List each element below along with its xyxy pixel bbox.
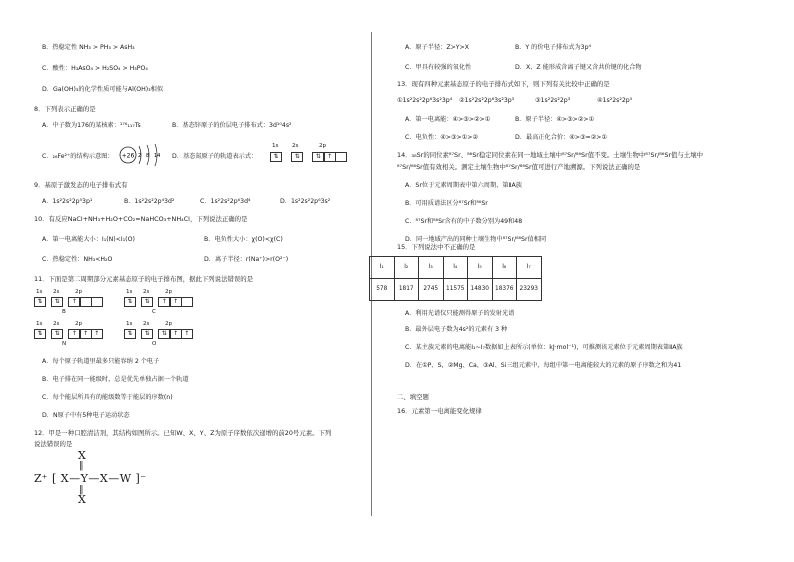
q12-stem: 12．甲是一种口腔清洁剂，其结构如图所示。已知W、X、Y、Z为原子序数依次递增的前20号元素。下列 (34, 429, 332, 437)
q12-stem-cont: 说法错误的是 (34, 440, 73, 448)
q10-stem: 10．有反应NaCl+NH₃+H₂O+CO₂=NaHCO₃+NH₄Cl，下列说法正确的是 (34, 215, 248, 223)
orb-2s-label: 2s (143, 321, 150, 327)
q12-option-d: D．X、Z 能形成含离子键又含共价键的化合物 (515, 64, 642, 71)
fe-shell-2: 8 (146, 153, 150, 159)
q15-option-c: C．某主族元素的电离能I₁~I₇数据如上表所示(单位：kJ·mol⁻¹)，可推测该元素位于元素周期表第ⅡA族 (405, 344, 683, 351)
orbital-box: ⇅ (34, 329, 46, 339)
n-orbital-boxes-2 (34, 329, 102, 339)
q7-option-c: C．酸性：H₃AsO₄ > H₂SO₄ > H₃PO₄ (42, 65, 148, 72)
q9-option-b: B．1s²2s²2p⁴3d² (124, 198, 175, 205)
orbital-box: ↑ (170, 329, 182, 339)
fe-ion-structure-diagram (118, 142, 168, 168)
orbital-box: ↑ (324, 152, 336, 162)
q14-stem-cont: ⁸⁷Sr/⁸⁶Sr值有效相关。测定土壤生物中⁸⁷Sr/⁸⁶Sr值可进行产地溯源。下列说法正确的是 (397, 163, 641, 171)
q7-option-d: D．Ga(OH)₃的化学性质可能与Al(OH)₃相似 (42, 86, 164, 93)
orbital-label-c: C (152, 309, 156, 315)
fe-shell-3: 14 (154, 153, 161, 159)
q9-option-a: A．1s²2s²2p⁵3p¹ (42, 198, 93, 205)
q13-option-a: A．第一电离能：④>③>②>① (405, 116, 491, 123)
q14-option-c: C．⁸⁷Sr和⁸⁶Sr含有的中子数分别为49和48 (405, 218, 523, 225)
orb-1s-label: 1s (126, 289, 133, 295)
section-fill-in-heading: 二、填空题 (397, 393, 429, 401)
orbital-box: ⇅ (312, 152, 324, 162)
table-header-cell: I₄ (443, 257, 468, 279)
table-header-cell: I₇ (517, 257, 542, 279)
orb-1s-label: 1s (36, 321, 43, 327)
q15-stem: 15．下列说法中不正确的是 (397, 243, 476, 251)
orbital-box: ⇅ (124, 297, 136, 307)
q15-option-a: A．利用光谱仪只能测得原子的发射光谱 (405, 310, 515, 317)
table-cell: 2745 (419, 279, 444, 301)
q8-option-c: C．₂₆Fe²⁺的结构示意图： (42, 153, 114, 160)
orb-2p-label: 2p (75, 321, 83, 327)
orb-2s-label: 2s (53, 321, 60, 327)
orbital-box: ↑ (80, 329, 92, 339)
orbital-box: ↑ (68, 329, 80, 339)
orb-2s-label: 2s (53, 289, 60, 295)
orbital-box: ⇅ (141, 297, 153, 307)
n-orbital-boxes (270, 152, 346, 162)
orbital-label-n: N (62, 341, 67, 347)
orbital-box: ↑ (68, 297, 80, 307)
q11-option-b: B．电子排在同一能级时，总是优先单独占据一个轨道 (42, 376, 189, 383)
q9-stem: 9．基原子激发态的电子排布式有 (34, 181, 128, 189)
table-cell: 23293 (517, 279, 542, 301)
n-orb-2p-label: 2p (319, 143, 327, 149)
orbital-box (335, 152, 347, 162)
orbital-box (91, 297, 103, 307)
orbital-box: ⇅ (291, 152, 303, 162)
orbital-box: ↑ (158, 297, 170, 307)
orbital-box: ⇅ (124, 329, 136, 339)
table-cell: 11575 (443, 279, 468, 301)
orbital-box (80, 297, 92, 307)
q14-option-b: B．可用质谱法区分⁸⁷Sr和⁸⁶Sr (405, 200, 488, 207)
q13-config-1: ①1s²2s²2p⁶3s²3p⁴ (397, 97, 453, 104)
q11-option-a: A．每个原子轨道里最多只能容纳 2 个电子 (42, 358, 160, 365)
b-orbital-boxes (34, 297, 102, 307)
n-orb-2s-label: 2s (292, 143, 299, 149)
q10-option-a: A．第一电离能大小：I₁(N)<I₁(O) (42, 236, 135, 243)
q11-stem: 11．下面是第二周期部分元素基态原子的电子排布图，据此下列说法错误的是 (34, 275, 254, 283)
table-header-cell: I₁ (370, 257, 395, 279)
q11-option-d: D．N原子中有5种电子运动状态 (42, 412, 130, 419)
q14-option-a: A．Sr位于元素周期表中第六周期、第ⅡA族 (405, 182, 522, 189)
q12-option-a: A．原子半径：Z>Y>X (405, 44, 469, 51)
q13-stem: 13．现有四种元素基态原子的电子排布式如下，则下列有关比较中正确的是 (397, 80, 610, 88)
q13-option-b: B．原子半径：④>③>②>① (515, 116, 595, 123)
orbital-box: ⇅ (51, 297, 63, 307)
table-cell: 14830 (468, 279, 493, 301)
orb-2p-label: 2p (165, 321, 173, 327)
q13-config-2: ②1s²2s²2p⁶3s²3p³ (459, 97, 515, 104)
orbital-box: ↑ (91, 329, 103, 339)
orb-2p-label: 2p (75, 289, 83, 295)
table-cell: 578 (370, 279, 395, 301)
structure-double-bond-bottom: ‖ (79, 485, 84, 495)
orbital-box: ⇅ (51, 329, 63, 339)
orbital-box: ⇅ (34, 297, 46, 307)
q13-option-d: D．最高正化合价：④>③=②>① (515, 134, 608, 141)
q8-option-d: D．基态氮原子的轨道表示式： (172, 153, 258, 160)
table-header-cell: I₅ (468, 257, 493, 279)
structure-x-bottom: X (78, 493, 86, 506)
orb-1s-label: 1s (36, 289, 43, 295)
q10-option-b: B．电负性大小：χ(O)<χ(C) (204, 236, 283, 243)
table-header-cell: I₃ (419, 257, 444, 279)
orbital-label-b: B (62, 309, 66, 315)
q16-stem: 16．元素第一电离能变化规律 (397, 407, 482, 415)
q11-option-c: C．每个能层所具有的能级数等于能层的序数(n) (42, 394, 173, 401)
q9-option-c: C．1s²2s²2p⁶3d⁴ (200, 198, 251, 205)
orb-1s-label: 1s (126, 321, 133, 327)
table-cell: 1817 (394, 279, 419, 301)
q10-option-d: D．离子半径：r(Na⁺)>r(O²⁻) (204, 256, 289, 263)
q14-stem: 14．₃₈Sr的同位素⁸⁷Sr、⁸⁶Sr稳定同位素在同一地域土壤中⁸⁷Sr/⁸⁶Sr值不变。土壤生物中⁸⁷Sr/⁸⁶Sr值与土壤中 (397, 151, 703, 159)
q15-option-b: B．最外层电子数为4s²的元素有 3 种 (405, 326, 508, 333)
orbital-box: ⇅ (270, 152, 282, 162)
structure-cation: Z⁺ (34, 472, 48, 485)
orbital-box: ⇅ (141, 329, 153, 339)
fe-shell-1: 2 (138, 153, 142, 159)
table-header-cell: I₆ (492, 257, 517, 279)
table-header-cell: I₂ (394, 257, 419, 279)
q8-stem: 8．下列表示正确的是 (34, 105, 96, 113)
q14-option-d: D．同一地域产出的同种土壤生物中⁸⁷Sr/⁸⁶Sr值相同 (405, 236, 547, 243)
table-cell: 18376 (492, 279, 517, 301)
q13-config-4: ④1s²2s²2p⁵ (597, 97, 633, 104)
q13-config-3: ③1s²2s²2p³ (535, 97, 571, 104)
orbital-box: ↑ (181, 329, 193, 339)
o-orbital-boxes (124, 329, 192, 339)
q12-option-c: C．甲具有较强的氧化性 (405, 64, 472, 71)
q8-option-b: B．基态锌原子的价层电子排布式：3d¹⁰4s² (172, 122, 292, 129)
q12-option-b: B．Y 的价电子排布式为3p⁴ (515, 44, 592, 51)
c-orbital-boxes (124, 297, 192, 307)
q13-option-c: C．电负性：④>③>①>② (405, 134, 478, 141)
structure-anion: [ X—Y—X—W ]⁻ (52, 472, 147, 485)
orbital-box (181, 297, 193, 307)
ionization-energy-table (369, 256, 542, 301)
q15-option-d: D．在①P、S，②Mg、Ca，③Al、Si三组元素中，每组中第一电离能较大的元素的原子序数之和为41 (405, 362, 682, 369)
q9-option-d: D．1s²2s²2p⁶3s² (280, 198, 331, 205)
orbital-box: ↑ (170, 297, 182, 307)
fe-core-label: +26 (121, 152, 135, 160)
orbital-label-o: O (152, 341, 157, 347)
orbital-box: ⇅ (158, 329, 170, 339)
q10-option-c: C．热稳定性：NH₃<H₂O (42, 256, 113, 263)
table-row (370, 279, 542, 301)
table-row (370, 257, 542, 279)
q8-option-a: A．中子数为176的某核素：¹⁷⁶₁₁₇Ts (42, 122, 141, 129)
orb-2s-label: 2s (143, 289, 150, 295)
n-orb-1s-label: 1s (272, 143, 279, 149)
structure-double-bond-top: ‖ (79, 461, 84, 471)
q7-option-b: B．热稳定性 NH₃ > PH₃ > AsH₃ (42, 44, 135, 51)
orb-2p-label: 2p (165, 289, 173, 295)
structure-x-top: X (78, 449, 86, 462)
